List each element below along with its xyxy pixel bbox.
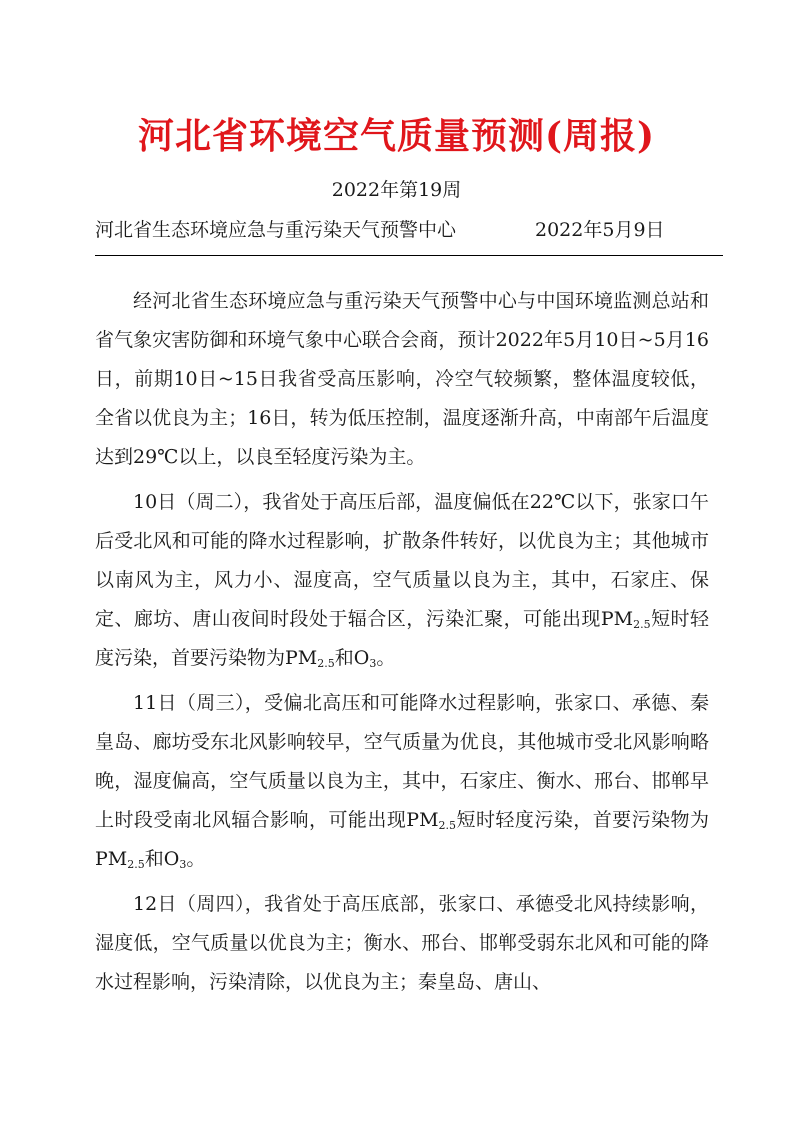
issue-number: 2022年第19周 <box>331 179 462 201</box>
issuer-org: 河北省生态环境应急与重污染天气预警中心 <box>95 219 457 241</box>
paragraph-day-10 <box>95 483 709 678</box>
p2-text-c: 和 <box>334 647 354 669</box>
paragraph-day-11 <box>95 684 709 879</box>
pm25-label: $PM_{2.5}$ <box>600 608 651 631</box>
p3-text-a: 11日（周三），受偏北高压和可能降水过程影响，张家口、承德、秦皇岛、廊坊受东北风影响较早，空气质量为优良，其他城市受北风影响略晚，湿度偏高，空气质量以良为主，其中，石家庄、衡水、邢台、邯郸早上时段受南北风辐合影响，可能出现 <box>95 692 709 831</box>
report-body <box>95 282 709 1002</box>
pm25-label: $PM_{2.5}$ <box>285 647 335 670</box>
pm25-label: $PM_{2.5}$ <box>406 809 457 832</box>
p2-text-a: 10日（周二），我省处于高压后部，温度偏低在22℃以下，张家口午后受北风和可能的降水过程影响，扩散条件转好，以优良为主；其他城市以南风为主，风力小、湿度高，空气质量以良为主，其中，石家庄、保定、廊坊、唐山夜间时段处于辐合区，污染汇聚，可能出现 <box>95 491 709 630</box>
p2-text-b: 短时轻度污染，首要污染物为 <box>95 608 709 669</box>
issuer-line <box>95 217 695 243</box>
o3-label: $O_3$ <box>353 647 377 670</box>
paragraph-day-12: 12日（周四），我省处于高压底部，张家口、承德受北风持续影响，湿度低，空气质量以优良为主；衡水、邢台、邯郸受弱东北风和可能的降水过程影响，污染清除，以优良为主；秦皇岛、唐山、 <box>95 893 709 993</box>
pm25-label: $PM_{2.5}$ <box>95 848 145 871</box>
o3-label: $O_3$ <box>163 848 187 871</box>
p3-text-d: 。 <box>186 848 206 870</box>
p3-text-c: 和 <box>144 848 164 870</box>
report-title: 河北省环境空气质量预测(周报) <box>137 115 656 157</box>
paragraph-summary: 经河北省生态环境应急与重污染天气预警中心与中国环境监测总站和省气象灾害防御和环境气象中心联合会商，预计2022年5月10日~5月16日，前期10日~15日我省受高压影响，冷空气较频繁，整体温度较低，全省以优良为主；16日，转为低压控制，温度逐渐升高，中南部午后温度达到29℃以上，以良至轻度污染为主。 <box>95 290 709 468</box>
p3-text-b: 短时轻度污染，首要污染物为 <box>456 809 709 831</box>
issue-date: 2022年5月9日 <box>535 219 665 241</box>
p2-text-d: 。 <box>376 647 396 669</box>
header-divider <box>95 255 723 256</box>
